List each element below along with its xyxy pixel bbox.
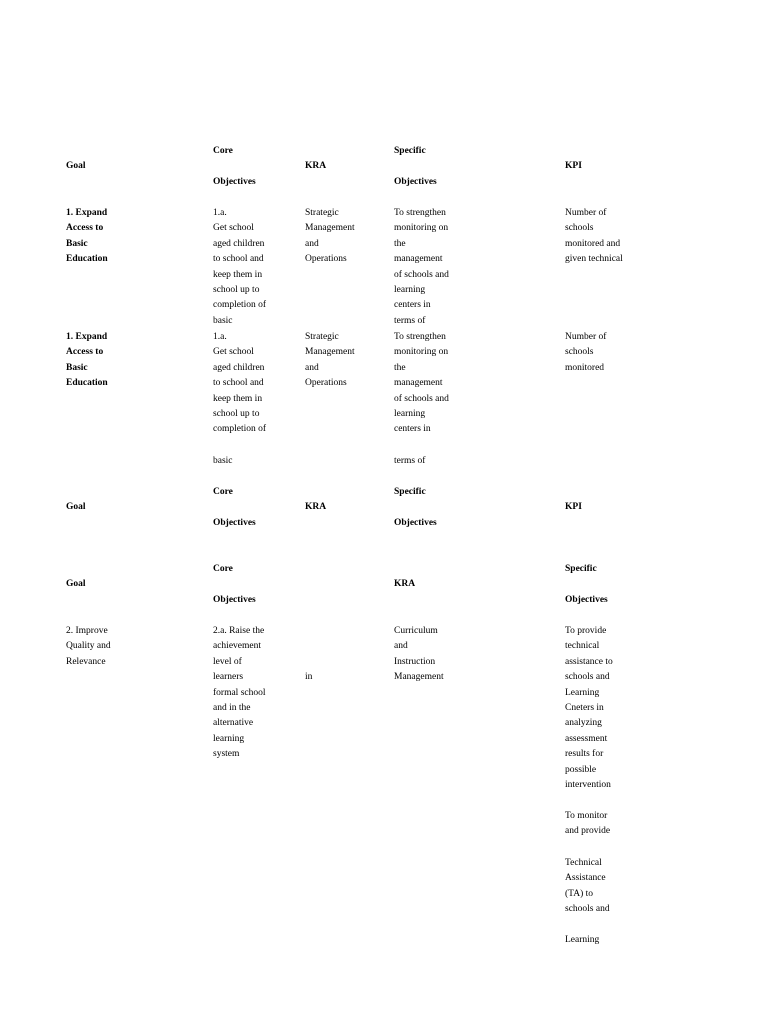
row3-goal: 2. Improve Quality and Relevance	[66, 626, 111, 667]
row2-goal: 1. Expand Access to Basic Education	[66, 332, 108, 389]
row2-core-objective-tail: basic	[213, 456, 233, 466]
header3-specific: Specific	[565, 564, 597, 574]
header1-core-objectives: Objectives	[213, 177, 256, 187]
row2-kpi: Number of schools monitored	[565, 332, 607, 373]
header1-kra: KRA	[305, 161, 327, 171]
row2-specific-objective-tail: terms of	[394, 456, 426, 466]
header3-goal: Goal	[66, 579, 86, 589]
header2-core-objectives: Objectives	[213, 518, 256, 528]
header2-kra: KRA	[305, 502, 327, 512]
row3-specific-objective-d: Learning	[565, 935, 600, 945]
row2-specific-objective: To strengthen monitoring on the management of schools and learning centers in	[394, 332, 449, 435]
row1-kra: Strategic Management and Operations	[305, 208, 355, 265]
header1-kpi: KPI	[565, 161, 582, 171]
header1-specific-objectives: Objectives	[394, 177, 437, 187]
header1-specific: Specific	[394, 146, 426, 156]
row3-specific-objective-c: Technical Assistance (TA) to schools and	[565, 858, 610, 915]
header3-kra: KRA	[394, 579, 416, 589]
row1-specific-objective: To strengthen monitoring on the management of schools and learning centers in terms of	[394, 208, 449, 326]
row1-kpi: Number of schools monitored and given technical	[565, 208, 623, 265]
row2-core-objective: 1.a. Get school aged children to school and keep them in school up to completion of	[213, 332, 267, 435]
row3-specific-objective-a: To provide technical assistance to schools and Learning Cneters in analyzing assessment results for possible intervention	[565, 626, 613, 791]
header3-specific-objectives: Objectives	[565, 595, 608, 605]
row3-core-objective: 2.a. Raise the achievement level of learners formal school and in the alternative learning system	[213, 626, 266, 760]
header1-core: Core	[213, 146, 233, 156]
row3-specific-objective-b: To monitor and provide	[565, 811, 611, 837]
header3-core: Core	[213, 564, 233, 574]
row1-goal: 1. Expand Access to Basic Education	[66, 208, 108, 265]
header2-goal: Goal	[66, 502, 86, 512]
header2-kpi: KPI	[565, 502, 582, 512]
header3-core-objectives: Objectives	[213, 595, 256, 605]
header1-goal: Goal	[66, 161, 86, 171]
row3-kra: Curriculum and Instruction Management	[394, 626, 444, 683]
header2-specific: Specific	[394, 487, 426, 497]
header2-core: Core	[213, 487, 233, 497]
row2-kra: Strategic Management and Operations	[305, 332, 355, 389]
header2-specific-objectives: Objectives	[394, 518, 437, 528]
row1-core-objective: 1.a. Get school aged children to school and keep them in school up to completion of basic	[213, 208, 267, 326]
row3-in-word: in	[305, 672, 313, 682]
